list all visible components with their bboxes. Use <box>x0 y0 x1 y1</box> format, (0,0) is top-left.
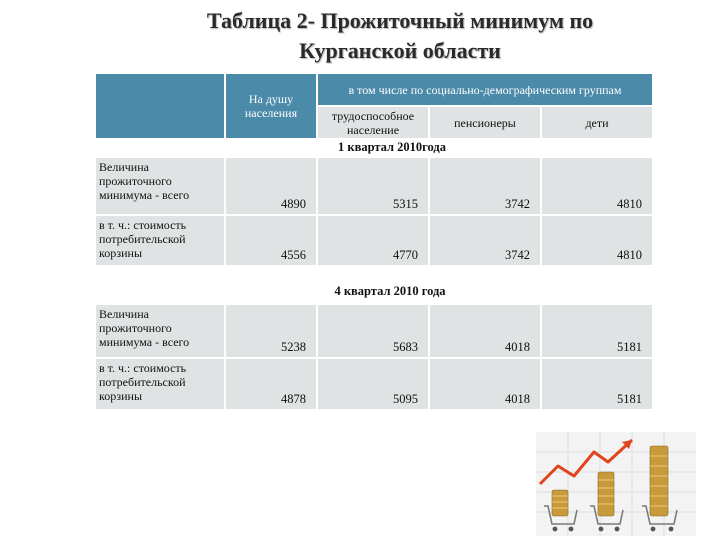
q4-row1-per-capita: 5238 <box>225 304 317 358</box>
q4-row2-pensioners: 4018 <box>429 358 541 410</box>
q4-row1-pensioners: 4018 <box>429 304 541 358</box>
q1-row2-label: в т. ч.: стоимость потребительской корзины <box>95 215 225 266</box>
q4-label: 4 квартал 2010 года <box>334 284 446 298</box>
q1-row1-working: 5315 <box>317 157 429 215</box>
q4-row1-label: Величина прожиточного минимума - всего <box>95 304 225 358</box>
header-corner-cell <box>95 73 225 139</box>
q1-row1-per-capita: 4890 <box>225 157 317 215</box>
page-title <box>120 6 680 66</box>
q4-row2-working: 5095 <box>317 358 429 410</box>
header-per-capita: На душу населения <box>225 73 317 139</box>
q4-row2-label: в т. ч.: стоимость потребительской корзины <box>95 358 225 410</box>
q1-row2-per-capita: 4556 <box>225 215 317 266</box>
q4-row1-children: 5181 <box>541 304 653 358</box>
title-line-2: Курганской области <box>299 38 501 63</box>
q1-row2-children: 4810 <box>541 215 653 266</box>
q1-row1-label: Величина прожиточного минимума - всего <box>95 157 225 215</box>
header-groups-caption: в том числе по социально-демографическим группам <box>317 73 653 106</box>
q4-row2-per-capita: 4878 <box>225 358 317 410</box>
coins-trend-illustration <box>536 432 696 536</box>
q1-row1-children: 4810 <box>541 157 653 215</box>
coin-cart-illustration-graphic <box>536 432 696 536</box>
title-line-1: Таблица 2- Прожиточный минимум по <box>206 8 594 33</box>
header-pensioners: пенсионеры <box>429 106 541 139</box>
q4-row2-children: 5181 <box>541 358 653 410</box>
q1-label: 1 квартал 2010года <box>338 140 446 154</box>
q1-row1-pensioners: 3742 <box>429 157 541 215</box>
q1-row2-pensioners: 3742 <box>429 215 541 266</box>
header-working: трудоспособное население <box>317 106 429 139</box>
q1-row2-working: 4770 <box>317 215 429 266</box>
header-children: дети <box>541 106 653 139</box>
q4-row1-working: 5683 <box>317 304 429 358</box>
